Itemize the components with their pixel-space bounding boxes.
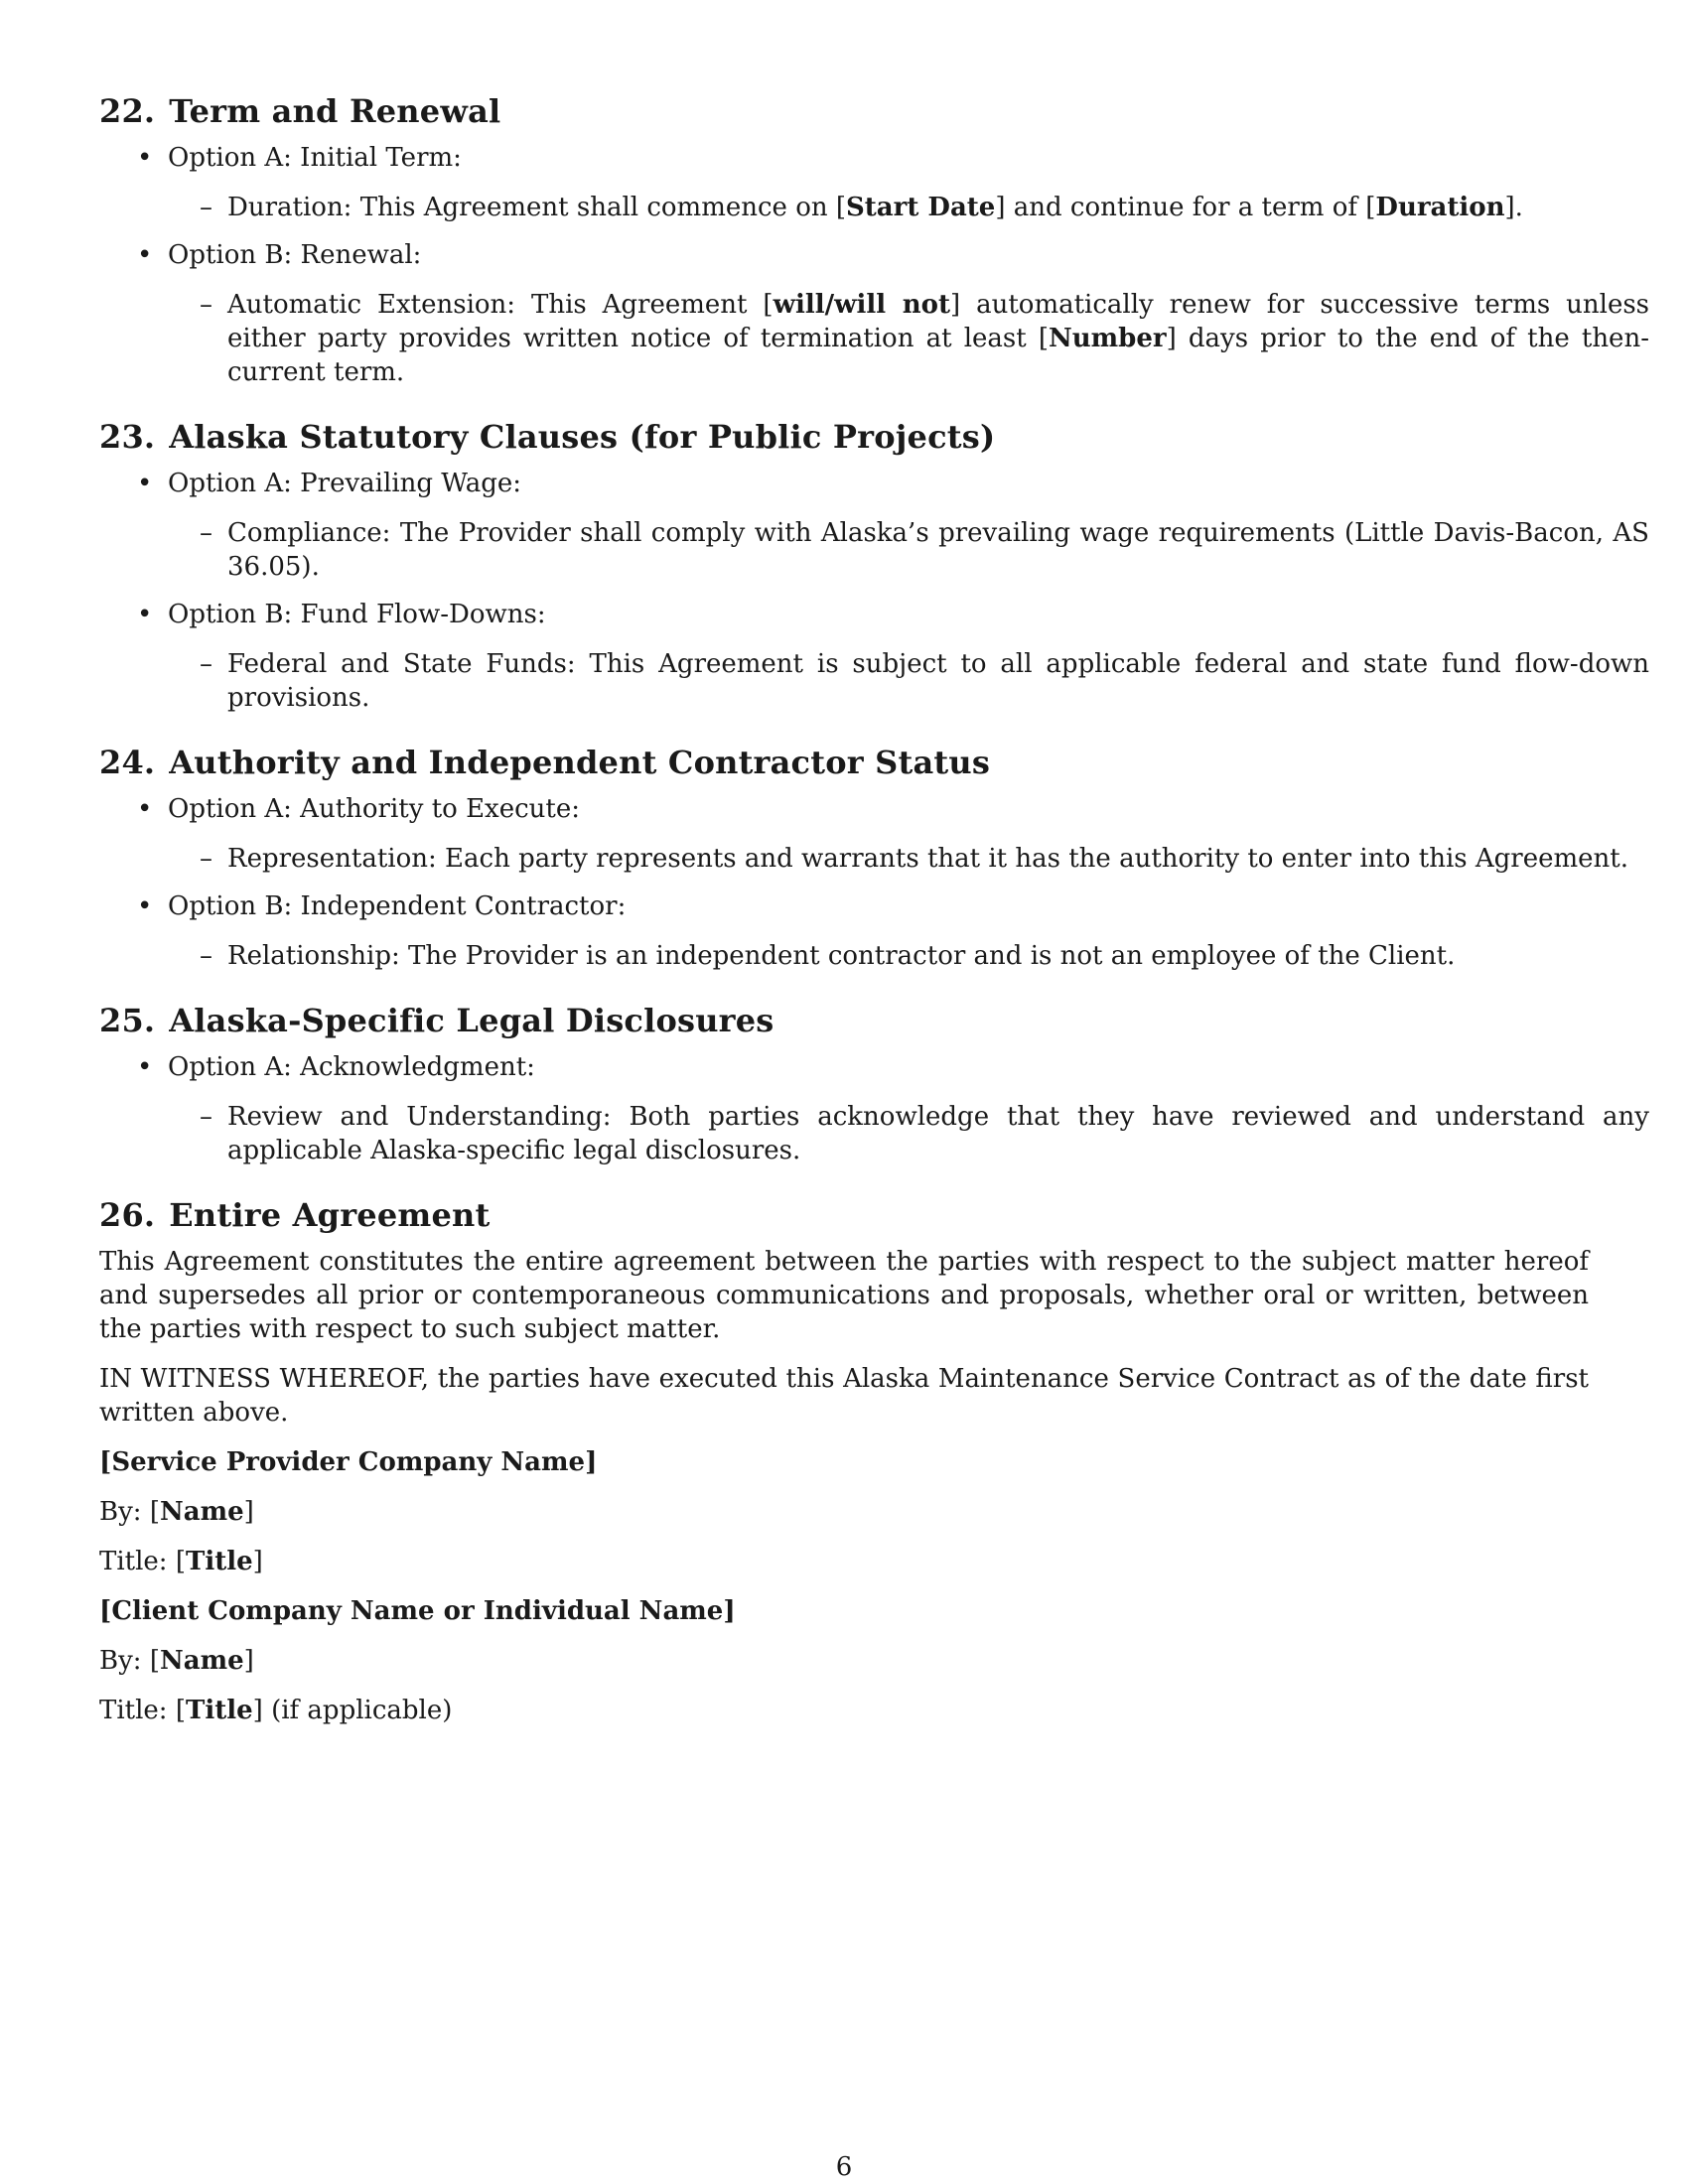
dash-icon: – <box>200 290 212 320</box>
clause-label: Duration: <box>227 193 352 222</box>
title-label: Title: <box>99 1696 168 1725</box>
clause-text: ] days prior to the end of the then-current term. <box>227 324 1649 387</box>
bullet-icon: • <box>137 600 153 629</box>
sub-item <box>168 288 1649 389</box>
clause-text: The Provider is an independent contractor and is not an employee of the Client. <box>408 941 1456 971</box>
section-number: 25. <box>99 1002 156 1039</box>
section-26 <box>99 1195 1589 1727</box>
section-number: 26. <box>99 1196 156 1234</box>
section-heading <box>99 1195 1589 1235</box>
placeholder-duration: Duration <box>1375 193 1505 222</box>
option-item <box>99 889 1589 973</box>
bullet-icon: • <box>137 143 153 173</box>
if-applicable-note: (if applicable) <box>271 1696 453 1725</box>
option-item <box>99 238 1650 389</box>
dash-icon: – <box>200 1102 212 1132</box>
sub-item <box>168 516 1649 584</box>
sub-list <box>168 516 1649 584</box>
provider-company-name: Service Provider Company Name <box>111 1447 586 1477</box>
section-24 <box>99 743 1629 973</box>
option-label: Option B: Fund Flow-Downs: <box>168 600 546 629</box>
option-label: Option A: Authority to Execute: <box>168 794 580 824</box>
clause-text: This Agreement is subject to all applicable federal and state fund flow-down provisions. <box>227 649 1650 713</box>
by-label: By: <box>99 1646 142 1676</box>
clause-text: ] automatically renew for successive terms unless either party provides written notice of termination at least [ <box>227 290 1650 353</box>
provider-by-line: By: [Name] <box>99 1497 254 1527</box>
option-label: Option B: Renewal: <box>168 240 422 270</box>
sub-item <box>168 191 1649 224</box>
client-company-line: [Client Company Name or Individual Name] <box>99 1596 736 1626</box>
option-item <box>99 141 1589 224</box>
clause-text: Each party represents and warrants that it has the authority to enter into this Agreement. <box>445 844 1629 874</box>
section-title: Alaska-Specific Legal Disclosures <box>169 1002 774 1039</box>
option-label: Option B: Independent Contractor: <box>168 891 627 921</box>
section-number: 24. <box>99 744 156 781</box>
dash-icon: – <box>200 518 212 548</box>
client-by-line: By: [Name] <box>99 1646 254 1676</box>
clause-label: Automatic Extension: <box>227 290 516 320</box>
section-title: Alaska Statutory Clauses (for Public Projects) <box>169 418 996 456</box>
title-placeholder: Title <box>186 1547 253 1576</box>
bullet-icon: • <box>137 794 153 824</box>
section-title: Entire Agreement <box>169 1196 491 1234</box>
page-number: 6 <box>835 2152 853 2182</box>
option-item <box>99 792 1629 876</box>
by-label: By: <box>99 1497 142 1527</box>
sub-list <box>168 191 1589 224</box>
name-placeholder: Name <box>159 1646 244 1676</box>
sub-list <box>168 842 1629 876</box>
section-22 <box>99 91 1650 389</box>
option-list <box>99 141 1650 389</box>
clause-text: Both parties acknowledge that they have reviewed and understand any applicable Alaska-specific legal disclosures. <box>227 1102 1649 1165</box>
option-label: Option A: Prevailing Wage: <box>168 469 522 498</box>
sub-list <box>168 1100 1649 1167</box>
section-heading <box>99 1001 1589 1040</box>
clause-text: ] and continue for a term of [ <box>995 193 1376 222</box>
clause-text: This Agreement [ <box>530 290 774 320</box>
bullet-icon: • <box>137 240 153 270</box>
bullet-icon: • <box>137 891 153 921</box>
clause-text: The Provider shall comply with Alaska’s prevailing wage requirements (Little Davis-Bacon, AS 36.05). <box>227 518 1649 582</box>
section-23 <box>99 417 1650 715</box>
option-label: Option A: Acknowledgment: <box>168 1052 535 1082</box>
sub-list <box>168 939 1589 973</box>
provider-company-line: [Service Provider Company Name] <box>99 1447 598 1477</box>
section-number: 22. <box>99 92 156 130</box>
client-company-name: Client Company Name or Individual Name <box>111 1596 724 1626</box>
sub-item <box>168 1100 1649 1167</box>
section-heading <box>99 743 1589 782</box>
sub-item <box>168 939 1649 973</box>
clause-label: Compliance: <box>227 518 391 548</box>
clause-label: Relationship: <box>227 941 400 971</box>
section-heading <box>99 91 1589 131</box>
sub-list <box>168 288 1650 389</box>
option-label: Option A: Initial Term: <box>168 143 462 173</box>
dash-icon: – <box>200 649 212 679</box>
entire-agreement-paragraph: This Agreement constitutes the entire agreement between the parties with respect to the subject matter hereof and supersedes all prior or contemporaneous communications and proposals, whether oral or written, between the parties with respect to such subject matter. <box>99 1247 1589 1344</box>
section-title: Term and Renewal <box>169 92 501 130</box>
clause-text: This Agreement shall commence on [ <box>359 193 847 222</box>
option-item <box>99 1050 1649 1167</box>
option-list <box>99 792 1629 973</box>
placeholder-start-date: Start Date <box>846 193 996 222</box>
client-title-line: Title: [Title] (if applicable) <box>99 1696 453 1725</box>
section-title: Authority and Independent Contractor Status <box>169 744 991 781</box>
option-item <box>99 598 1650 715</box>
clause-label: Review and Understanding: <box>227 1102 612 1132</box>
option-list <box>99 467 1650 715</box>
placeholder-number: Number <box>1048 324 1167 353</box>
dash-icon: – <box>200 844 212 874</box>
section-number: 23. <box>99 418 156 456</box>
section-25 <box>99 1001 1649 1167</box>
section-heading <box>99 417 1589 457</box>
bullet-icon: • <box>137 469 153 498</box>
placeholder-will-will-not: will/will not <box>773 290 951 320</box>
bullet-icon: • <box>137 1052 153 1082</box>
sub-list <box>168 647 1650 715</box>
provider-title-line: Title: [Title] <box>99 1547 263 1576</box>
sub-item <box>168 842 1649 876</box>
clause-label: Representation: <box>227 844 437 874</box>
option-item <box>99 467 1649 584</box>
title-placeholder: Title <box>186 1696 253 1725</box>
clause-label: Federal and State Funds: <box>227 649 576 679</box>
dash-icon: – <box>200 193 212 222</box>
title-label: Title: <box>99 1547 168 1576</box>
sub-item <box>168 647 1649 715</box>
option-list <box>99 1050 1649 1167</box>
clause-text: ]. <box>1504 193 1523 222</box>
in-witness-paragraph: IN WITNESS WHEREOF, the parties have executed this Alaska Maintenance Service Contract as of the date first written above. <box>99 1364 1589 1428</box>
dash-icon: – <box>200 941 212 971</box>
name-placeholder: Name <box>159 1497 244 1527</box>
document-page <box>99 91 1650 1755</box>
